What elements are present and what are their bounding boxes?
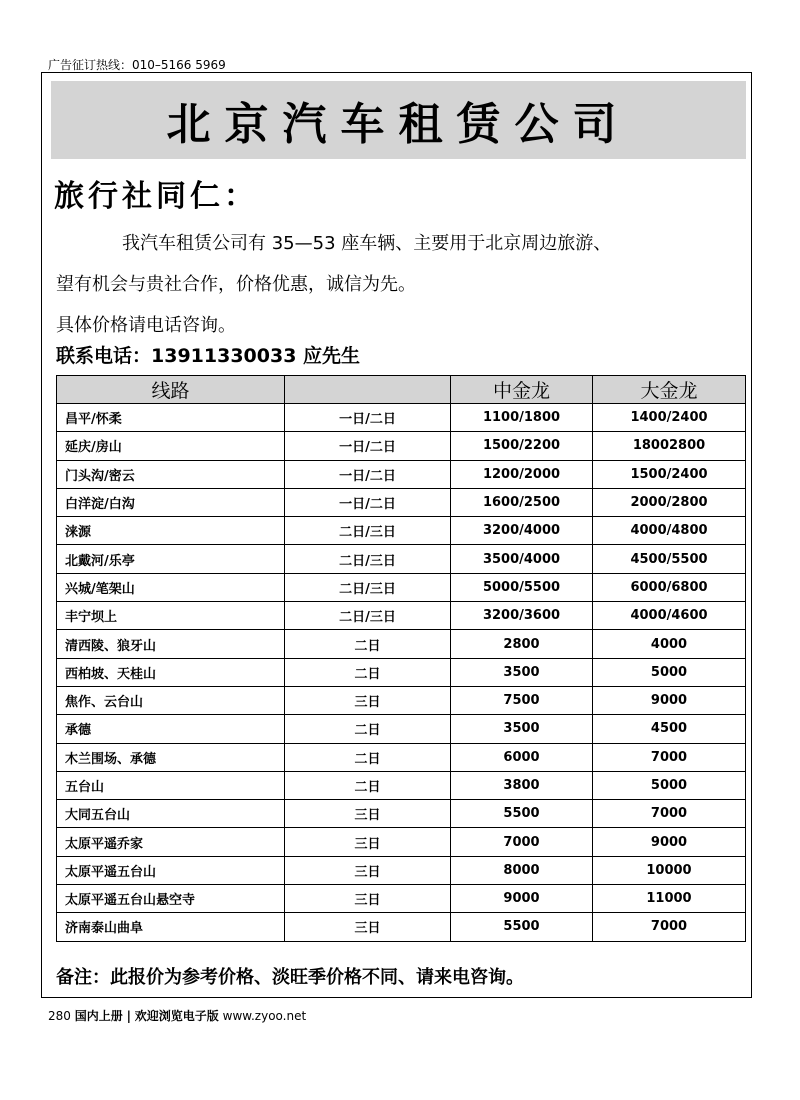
route-cell: 太原平遥乔家 [57, 828, 285, 856]
route-cell: 白洋淀/白沟 [57, 488, 285, 516]
table-row [57, 686, 746, 714]
large-bus-price-cell: 4000 [593, 630, 746, 658]
table-body [57, 404, 746, 942]
mid-bus-price-cell: 3500 [451, 715, 593, 743]
table-row [57, 743, 746, 771]
column-header-large-bus: 大金龙 [593, 376, 746, 404]
large-bus-price-cell: 4000/4800 [593, 517, 746, 545]
table-row [57, 630, 746, 658]
mid-bus-price-cell: 3800 [451, 771, 593, 799]
large-bus-price-cell: 5000 [593, 771, 746, 799]
duration-cell: 二日 [285, 658, 451, 686]
title-banner [51, 81, 746, 159]
page-footer [48, 1007, 306, 1024]
route-cell: 承德 [57, 715, 285, 743]
large-bus-price-cell: 5000 [593, 658, 746, 686]
mid-bus-price-cell: 3500 [451, 658, 593, 686]
large-bus-price-cell: 1400/2400 [593, 404, 746, 432]
route-cell: 太原平遥五台山 [57, 856, 285, 884]
route-cell: 焦作、云台山 [57, 686, 285, 714]
table-row [57, 715, 746, 743]
intro-line: 望有机会与贵社合作，价格优惠，诚信为先。 [56, 274, 416, 295]
route-cell: 大同五台山 [57, 800, 285, 828]
column-header-route: 线路 [57, 376, 285, 404]
table-row [57, 517, 746, 545]
route-cell: 太原平遥五台山悬空寺 [57, 885, 285, 913]
route-cell: 门头沟/密云 [57, 460, 285, 488]
table-row [57, 828, 746, 856]
table-row [57, 913, 746, 941]
table-row [57, 573, 746, 601]
greeting: 旅行社同仁： [54, 179, 258, 214]
duration-cell: 三日 [285, 800, 451, 828]
duration-cell: 二日 [285, 743, 451, 771]
price-table [56, 375, 746, 942]
mid-bus-price-cell: 5500 [451, 913, 593, 941]
duration-cell: 二日/三日 [285, 517, 451, 545]
large-bus-price-cell: 4000/4600 [593, 602, 746, 630]
large-bus-price-cell: 9000 [593, 686, 746, 714]
mid-bus-price-cell: 6000 [451, 743, 593, 771]
mid-bus-price-cell: 7500 [451, 686, 593, 714]
page-number: 280 [48, 1009, 71, 1023]
duration-cell: 二日/三日 [285, 602, 451, 630]
large-bus-price-cell: 7000 [593, 913, 746, 941]
mid-bus-price-cell: 5500 [451, 800, 593, 828]
table-row [57, 856, 746, 884]
table-row [57, 432, 746, 460]
large-bus-price-cell: 7000 [593, 800, 746, 828]
duration-cell: 三日 [285, 856, 451, 884]
duration-cell: 二日 [285, 715, 451, 743]
mid-bus-price-cell: 3200/4000 [451, 517, 593, 545]
large-bus-price-cell: 11000 [593, 885, 746, 913]
large-bus-price-cell: 6000/6800 [593, 573, 746, 601]
table-row [57, 658, 746, 686]
large-bus-price-cell: 4500/5500 [593, 545, 746, 573]
duration-cell: 二日/三日 [285, 545, 451, 573]
duration-cell: 一日/二日 [285, 432, 451, 460]
contact-phone: 联系电话：13911330033 应先生 [56, 345, 361, 367]
table-row [57, 460, 746, 488]
large-bus-price-cell: 18002800 [593, 432, 746, 460]
intro-text [56, 223, 746, 346]
duration-cell: 二日 [285, 630, 451, 658]
intro-line: 具体价格请电话咨询。 [56, 315, 236, 336]
table-row [57, 404, 746, 432]
ad-frame [41, 72, 752, 998]
table-row [57, 885, 746, 913]
mid-bus-price-cell: 9000 [451, 885, 593, 913]
mid-bus-price-cell: 3200/3600 [451, 602, 593, 630]
intro-line: 我汽车租赁公司有 35—53 座车辆、主要用于北京周边旅游、 [122, 233, 612, 254]
route-cell: 兴城/笔架山 [57, 573, 285, 601]
route-cell: 清西陵、狼牙山 [57, 630, 285, 658]
large-bus-price-cell: 4500 [593, 715, 746, 743]
mid-bus-price-cell: 8000 [451, 856, 593, 884]
footer-slogan: 欢迎浏览电子版 [134, 1009, 219, 1023]
footer-separator: | [126, 1009, 131, 1023]
duration-cell: 一日/二日 [285, 488, 451, 516]
route-cell: 涞源 [57, 517, 285, 545]
duration-cell: 二日/三日 [285, 573, 451, 601]
website-link[interactable]: www.zyoo.net [222, 1009, 307, 1023]
route-cell: 西柏坡、天桂山 [57, 658, 285, 686]
route-cell: 昌平/怀柔 [57, 404, 285, 432]
mid-bus-price-cell: 5000/5500 [451, 573, 593, 601]
large-bus-price-cell: 1500/2400 [593, 460, 746, 488]
mid-bus-price-cell: 1500/2200 [451, 432, 593, 460]
mid-bus-price-cell: 1600/2500 [451, 488, 593, 516]
column-header-duration [285, 376, 451, 404]
table-row [57, 602, 746, 630]
duration-cell: 一日/二日 [285, 404, 451, 432]
route-cell: 延庆/房山 [57, 432, 285, 460]
mid-bus-price-cell: 1200/2000 [451, 460, 593, 488]
price-note: 备注：此报价为参考价格、淡旺季价格不同、请来电咨询。 [56, 967, 524, 988]
table-header-row [57, 376, 746, 404]
route-cell: 五台山 [57, 771, 285, 799]
table-row [57, 545, 746, 573]
mid-bus-price-cell: 7000 [451, 828, 593, 856]
duration-cell: 二日 [285, 771, 451, 799]
route-cell: 济南泰山曲阜 [57, 913, 285, 941]
mid-bus-price-cell: 1100/1800 [451, 404, 593, 432]
mid-bus-price-cell: 3500/4000 [451, 545, 593, 573]
table-row [57, 488, 746, 516]
table-row [57, 771, 746, 799]
large-bus-price-cell: 9000 [593, 828, 746, 856]
ad-hotline: 广告征订热线：010–5166 5969 [48, 58, 226, 72]
mid-bus-price-cell: 2800 [451, 630, 593, 658]
section-name: 国内上册 [74, 1009, 123, 1023]
large-bus-price-cell: 2000/2800 [593, 488, 746, 516]
table-row [57, 800, 746, 828]
route-cell: 木兰围场、承德 [57, 743, 285, 771]
large-bus-price-cell: 10000 [593, 856, 746, 884]
duration-cell: 三日 [285, 828, 451, 856]
column-header-mid-bus: 中金龙 [451, 376, 593, 404]
route-cell: 丰宁坝上 [57, 602, 285, 630]
company-title: 北京汽车租赁公司 [166, 99, 631, 150]
large-bus-price-cell: 7000 [593, 743, 746, 771]
duration-cell: 三日 [285, 686, 451, 714]
duration-cell: 三日 [285, 913, 451, 941]
route-cell: 北戴河/乐亭 [57, 545, 285, 573]
duration-cell: 一日/二日 [285, 460, 451, 488]
duration-cell: 三日 [285, 885, 451, 913]
